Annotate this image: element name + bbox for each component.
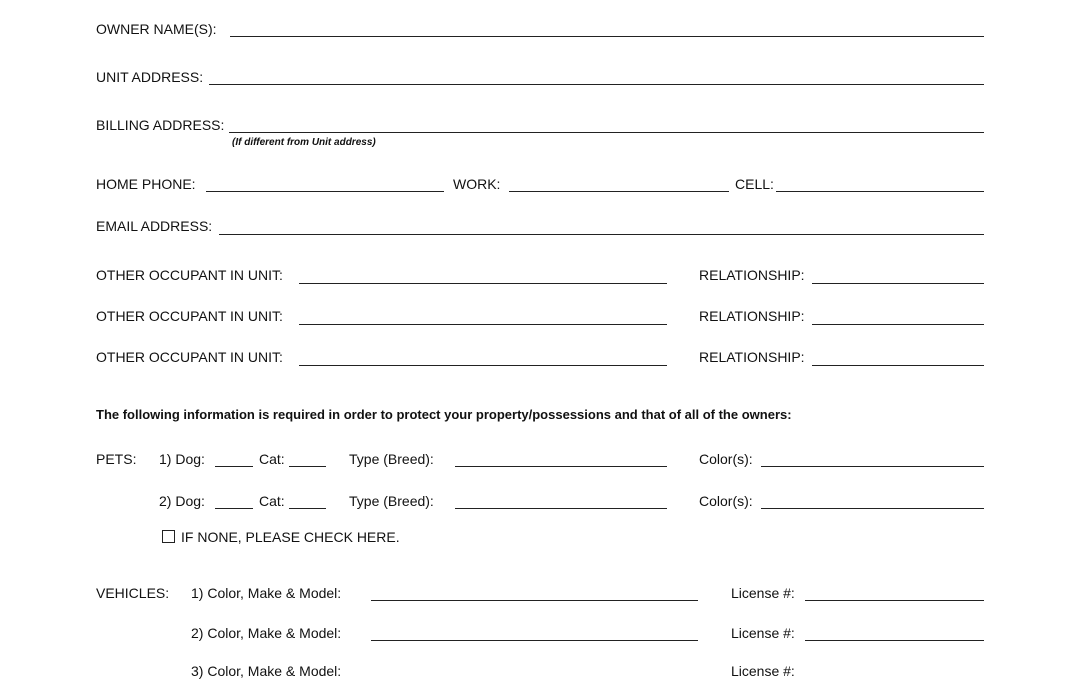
pet-color-field[interactable]: [761, 466, 984, 467]
pets-label: PETS:: [96, 451, 137, 467]
required-info-notice: The following information is required in order to protect your property/possessions and that of all of the owners:: [96, 407, 792, 422]
relationship-label: RELATIONSHIP:: [699, 267, 805, 283]
pet-cat-label: Cat:: [259, 451, 285, 467]
pet-color-label: Color(s):: [699, 451, 753, 467]
pet-color-label: Color(s):: [699, 493, 753, 509]
no-pets-checkbox[interactable]: [162, 530, 175, 543]
relationship-field[interactable]: [812, 365, 984, 366]
email-label: EMAIL ADDRESS:: [96, 218, 213, 234]
home-phone-label: HOME PHONE:: [96, 176, 196, 192]
pet-color-field[interactable]: [761, 508, 984, 509]
vehicles-label: VEHICLES:: [96, 585, 170, 601]
pet-dog-label: 2) Dog:: [159, 493, 205, 509]
owner-name-label: OWNER NAME(S):: [96, 21, 217, 37]
unit-address-field[interactable]: [209, 84, 984, 85]
occupant-label: OTHER OCCUPANT IN UNIT:: [96, 267, 283, 283]
occupant-field[interactable]: [299, 283, 667, 284]
billing-address-note: (If different from Unit address): [232, 137, 376, 148]
pet-breed-field[interactable]: [455, 466, 667, 467]
license-field[interactable]: [805, 600, 984, 601]
pet-breed-field[interactable]: [455, 508, 667, 509]
owner-name-field[interactable]: [230, 36, 984, 37]
relationship-label: RELATIONSHIP:: [699, 349, 805, 365]
pet-cat-field[interactable]: [289, 508, 326, 509]
no-pets-label: IF NONE, PLEASE CHECK HERE.: [181, 529, 400, 545]
pet-dog-field[interactable]: [215, 508, 253, 509]
occupant-label: OTHER OCCUPANT IN UNIT:: [96, 349, 283, 365]
vehicle-label: 3) Color, Make & Model:: [191, 663, 342, 679]
email-field[interactable]: [219, 234, 984, 235]
pet-cat-label: Cat:: [259, 493, 285, 509]
occupant-field[interactable]: [299, 365, 667, 366]
pet-breed-label: Type (Breed):: [349, 493, 434, 509]
occupant-label: OTHER OCCUPANT IN UNIT:: [96, 308, 283, 324]
cell-phone-label: CELL:: [735, 176, 774, 192]
license-label: License #:: [731, 663, 795, 679]
relationship-field[interactable]: [812, 324, 984, 325]
pet-dog-field[interactable]: [215, 466, 253, 467]
unit-address-label: UNIT ADDRESS:: [96, 69, 204, 85]
vehicle-label: 2) Color, Make & Model:: [191, 625, 342, 641]
vehicle-field[interactable]: [371, 640, 698, 641]
pet-cat-field[interactable]: [289, 466, 326, 467]
home-phone-field[interactable]: [206, 191, 444, 192]
vehicle-field[interactable]: [371, 600, 698, 601]
work-phone-label: WORK:: [453, 176, 501, 192]
occupant-field[interactable]: [299, 324, 667, 325]
license-field[interactable]: [805, 640, 984, 641]
billing-address-field[interactable]: [229, 132, 984, 133]
pet-dog-label: 1) Dog:: [159, 451, 205, 467]
cell-phone-field[interactable]: [776, 191, 984, 192]
relationship-label: RELATIONSHIP:: [699, 308, 805, 324]
license-label: License #:: [731, 585, 795, 601]
pet-breed-label: Type (Breed):: [349, 451, 434, 467]
work-phone-field[interactable]: [509, 191, 729, 192]
license-label: License #:: [731, 625, 795, 641]
billing-address-label: BILLING ADDRESS:: [96, 117, 225, 133]
relationship-field[interactable]: [812, 283, 984, 284]
vehicle-label: 1) Color, Make & Model:: [191, 585, 342, 601]
